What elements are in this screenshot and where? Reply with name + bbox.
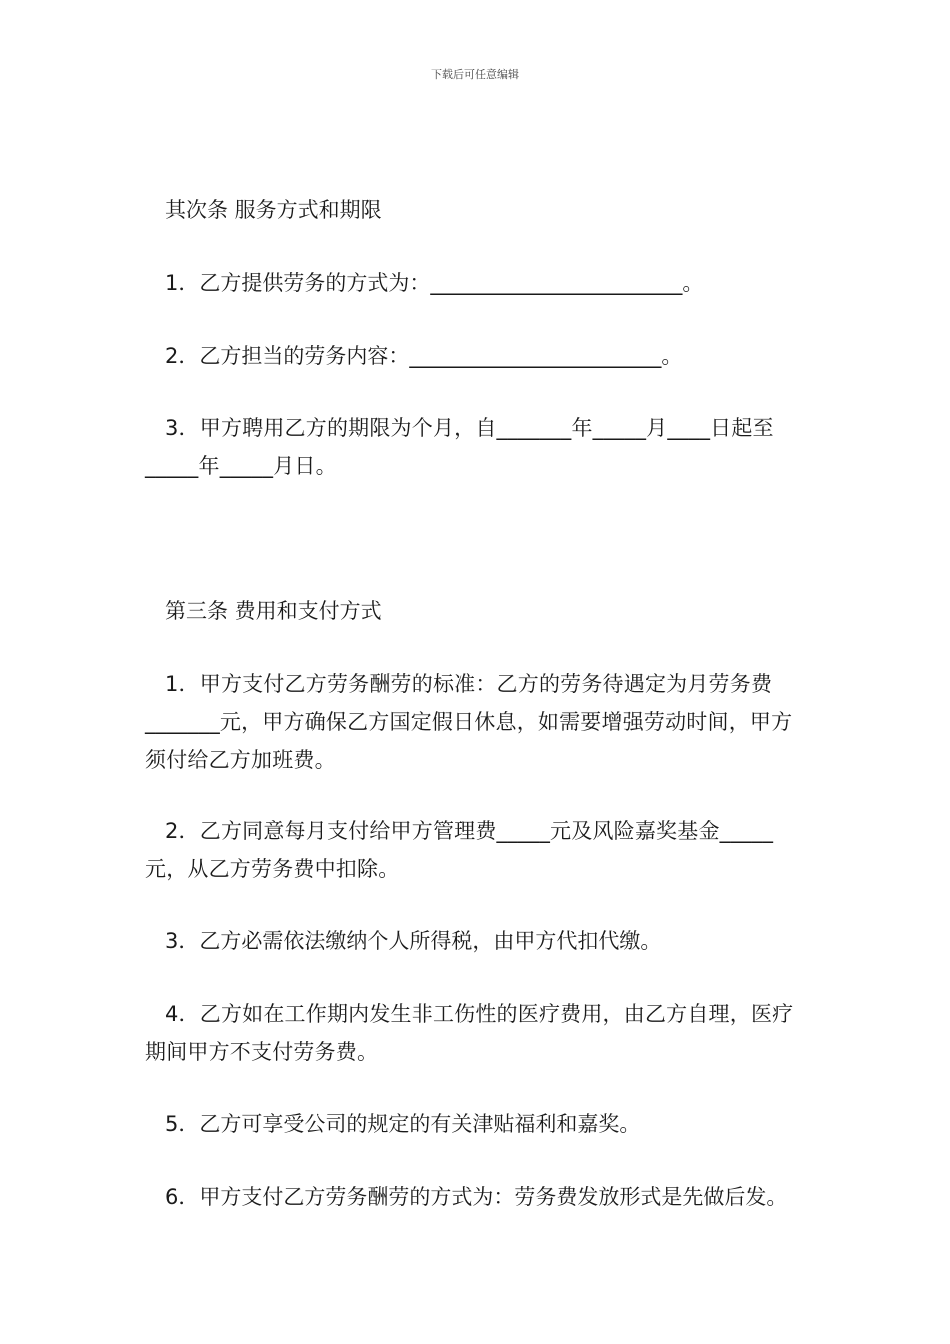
- article-3-title: 第三条 费用和支付方式: [165, 599, 382, 623]
- article-2-item-3: 3．甲方聘用乙方的期限为个月，自_______年_____月____日起至_____年_____月日。: [145, 416, 774, 478]
- article-3-item-4: 4．乙方如在工作期内发生非工伤性的医疗费用，由乙方自理，医疗期间甲方不支付劳务费。: [145, 1002, 794, 1064]
- article-3-item-5: 5．乙方可享受公司的规定的有关津贴福利和嘉奖。: [165, 1112, 641, 1136]
- article-3-item-6: 6．甲方支付乙方劳务酬劳的方式为：劳务费发放形式是先做后发。: [165, 1185, 788, 1209]
- article-3-item-2: 2．乙方同意每月支付给甲方管理费_____元及风险嘉奖基金_____元，从乙方劳务费中扣除。: [145, 819, 774, 881]
- article-2-item-1: 1．乙方提供劳务的方式为：________________________。: [165, 271, 704, 295]
- article-3-item-3: 3．乙方必需依法缴纳个人所得税，由甲方代扣代缴。: [165, 929, 662, 953]
- page-header: 下载后可任意编辑: [431, 68, 519, 81]
- article-2-title: 其次条 服务方式和期限: [165, 198, 382, 222]
- article-2-item-2: 2．乙方担当的劳务内容：________________________。: [165, 344, 683, 368]
- article-3-item-1: 1．甲方支付乙方劳务酬劳的标准：乙方的劳务待遇定为月劳务费_______元，甲方确保乙方国定假日休息，如需要增强劳动时间，甲方须付给乙方加班费。: [145, 672, 793, 772]
